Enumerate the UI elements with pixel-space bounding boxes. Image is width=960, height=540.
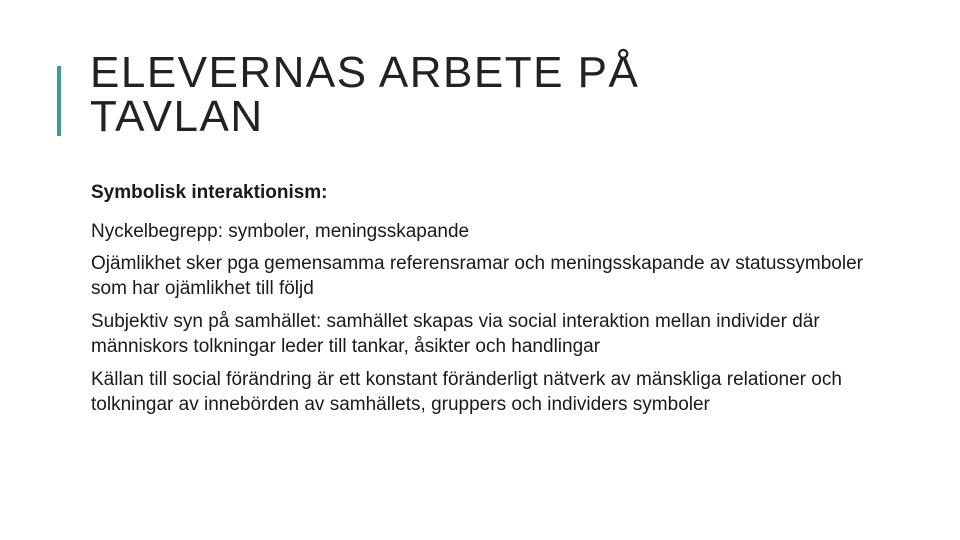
body-paragraph-subjective-view: Subjektiv syn på samhället: samhället skapas via social interaktion mellan individer där människors tolkningar leder till tankar, åsikter och handlingar [91, 311, 820, 357]
body-paragraph-key-concepts: Nyckelbegrepp: symboler, meningsskapande [91, 221, 470, 242]
title-accent-bar [57, 66, 61, 136]
slide-body [91, 180, 871, 425]
body-paragraph-source-of-change: Källan till social förändring är ett konstant föränderligt nätverk av mänskliga relationer och tolkningar av innebörden av samhällets, gruppers och individers symboler [91, 369, 842, 415]
slide-title-line-1: ELEVERNAS ARBETE PÅ [90, 48, 640, 97]
body-paragraph-inequality: Ojämlikhet sker pga gemensamma referensramar och meningsskapande av statussymboler som har ojämlikhet till följd [91, 253, 863, 299]
body-heading: Symbolisk interaktionism: [91, 182, 328, 203]
slide-title [90, 48, 910, 141]
slide-title-line-2: TAVLAN [90, 92, 264, 141]
